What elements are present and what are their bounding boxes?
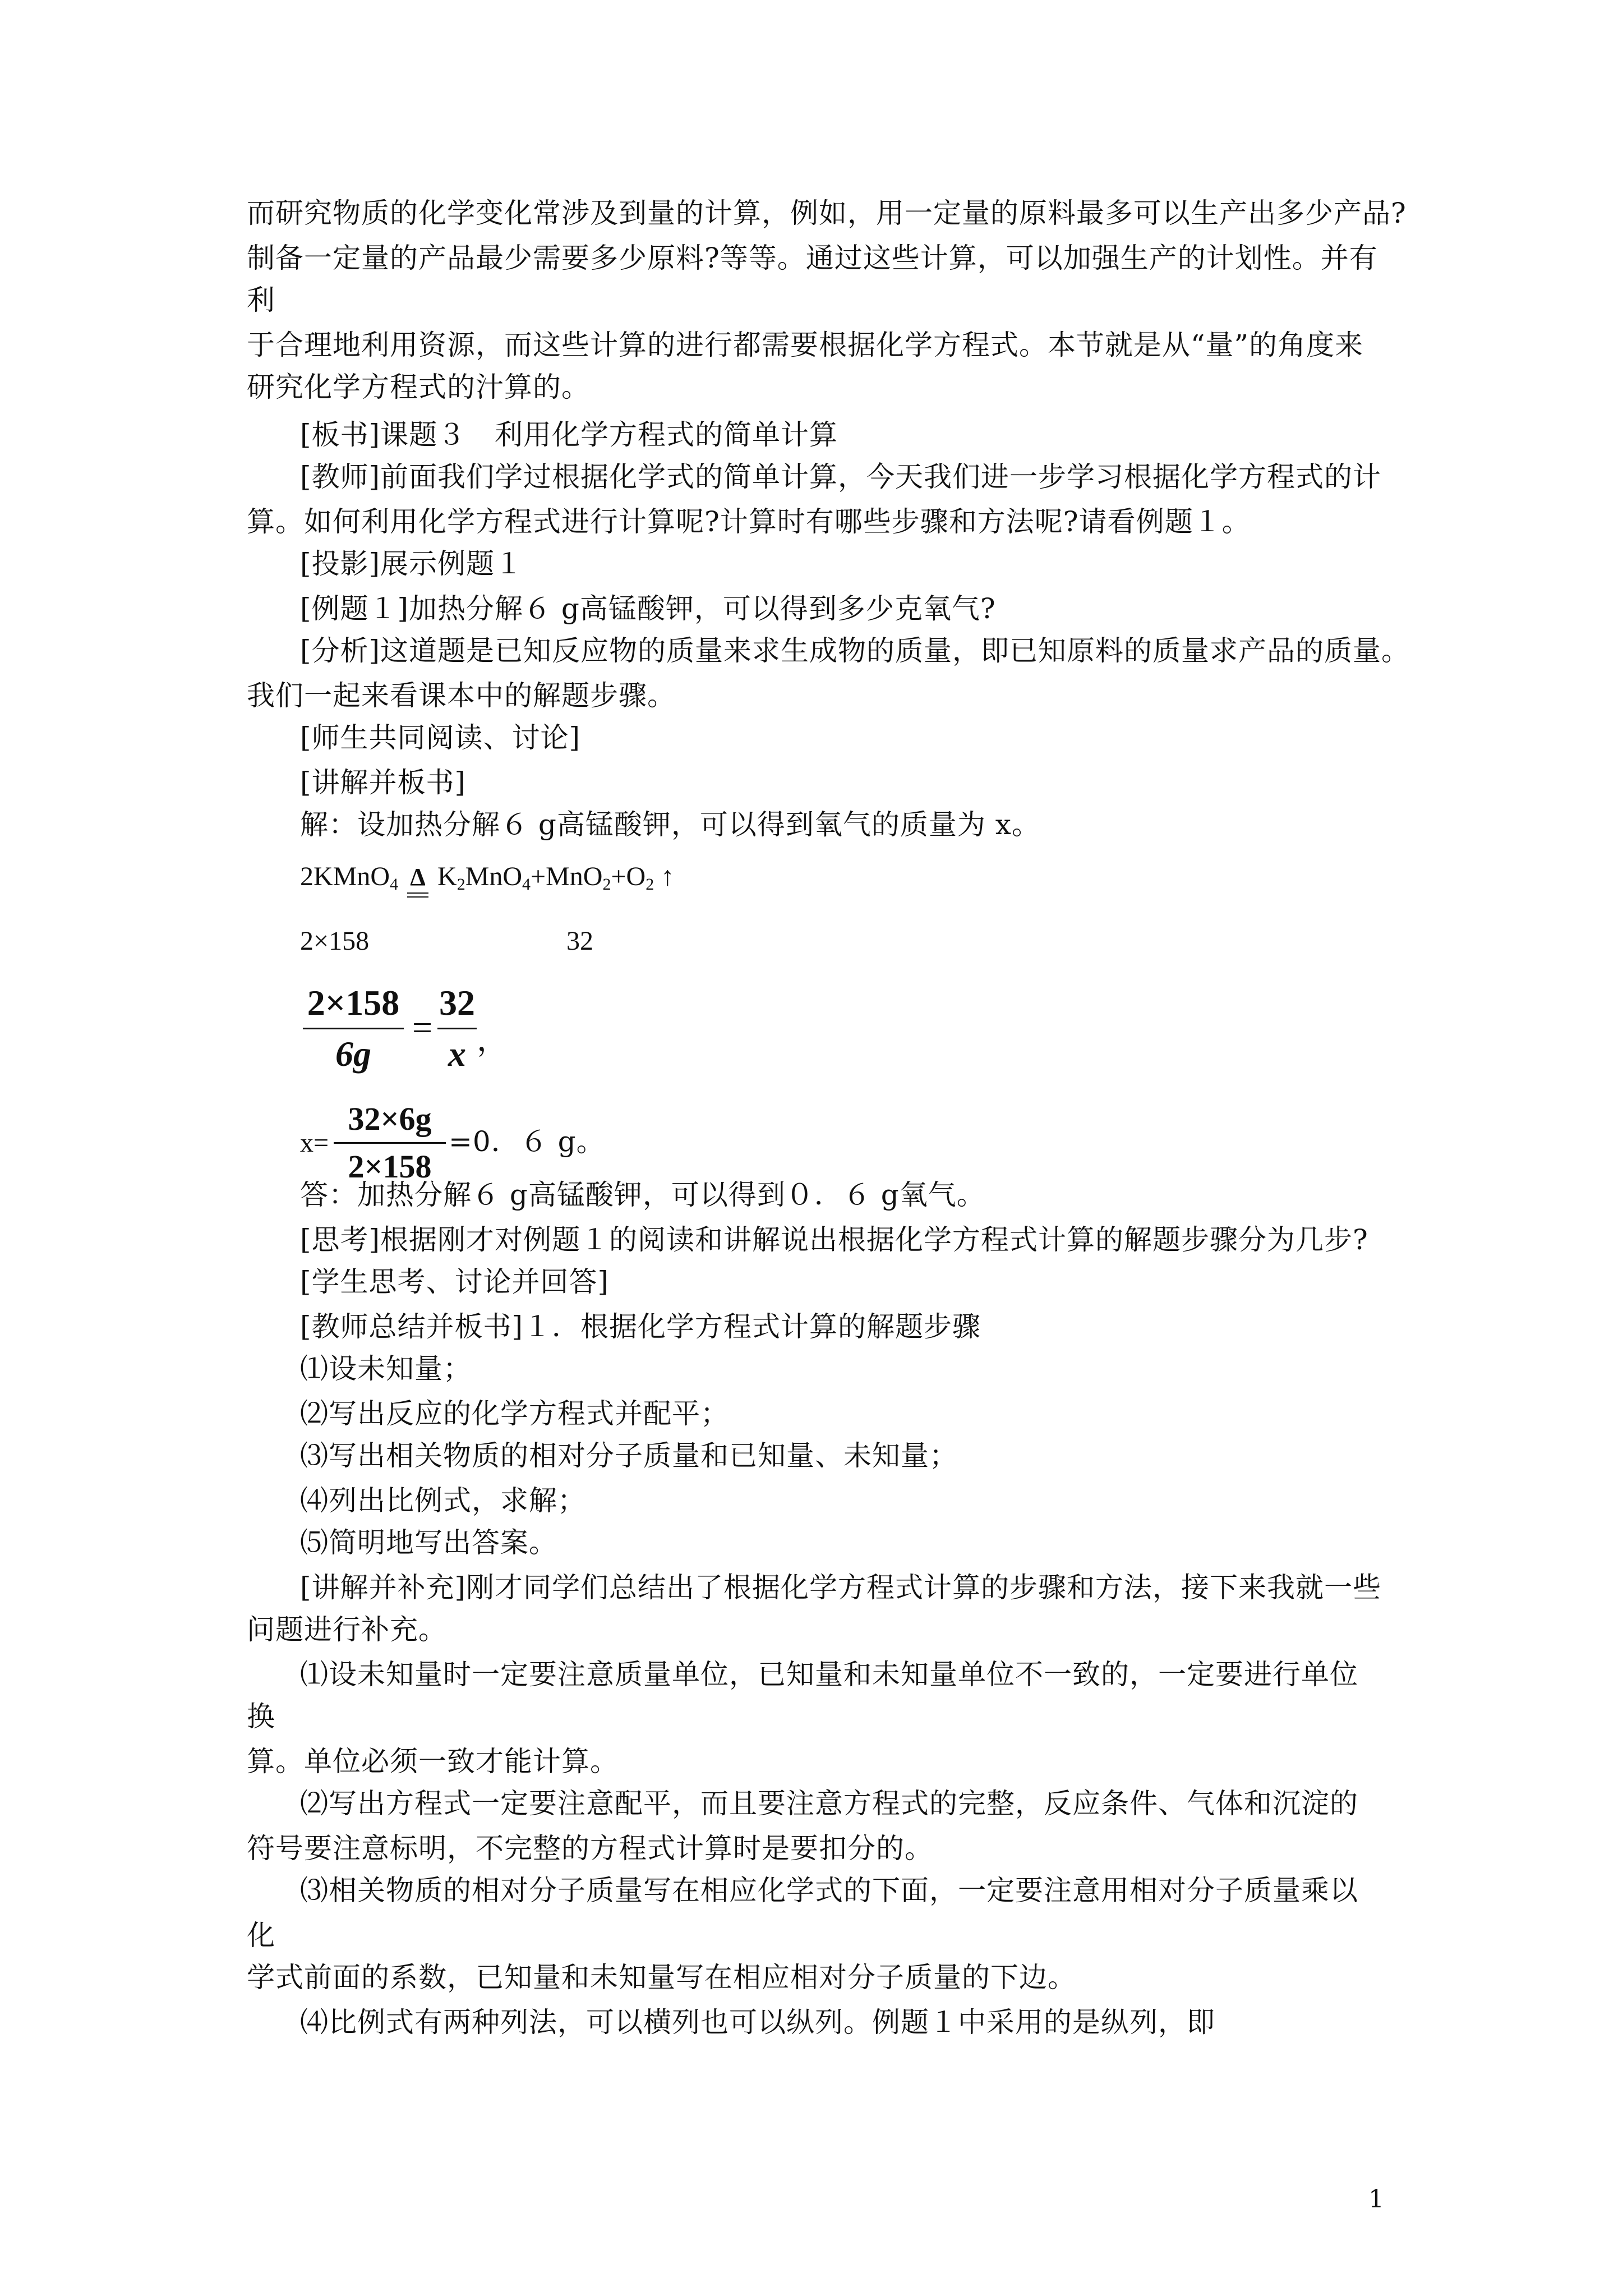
text-line: [分析]这道题是已知反应物的质量来求生成物的质量，即已知原料的质量求产品的质量。 [300, 634, 1410, 667]
text-line: 研究化学方程式的汁算的。 [247, 371, 590, 403]
relative-mass-left: 2×158 [300, 926, 370, 956]
text-line: 于合理地利用资源，而这些计算的进行都需要根据化学方程式。本节就是从“量”的角度来 [247, 329, 1364, 361]
text-line: 我们一起来看课本中的解题步骤。 [247, 679, 676, 712]
text-line: 算。如何利用化学方程式进行计算呢?计算时有哪些步骤和方法呢?请看例题１。 [247, 505, 1251, 538]
text-line: ⑶相关物质的相对分子质量写在相应化学式的下面，一定要注意用相对分子质量乘以 [300, 1874, 1358, 1907]
proportion-right-fraction: 32 x [437, 982, 477, 1075]
text-line: [教师]前面我们学过根据化学式的简单计算，今天我们进一步学习根据化学方程式的计 [300, 461, 1382, 493]
solution-prefix: x= [300, 1128, 329, 1158]
text-line: ⑷比例式有两种列法，可以横列也可以纵列。例题１中采用的是纵列，即 [300, 2006, 1215, 2039]
text-line: ⑷列出比例式，求解； [300, 1484, 586, 1517]
text-line: 问题进行补充。 [247, 1613, 447, 1646]
gas-arrow-icon: ↑ [661, 862, 675, 891]
text-line: [投影]展示例题１ [300, 547, 524, 580]
text-line: 制备一定量的产品最少需要多少原料?等等。通过这些计算，可以加强生产的计划性。并有 [247, 242, 1378, 274]
solution-fraction: 32×6g 2×158 [334, 1099, 446, 1186]
text-line: [板书]课题３ 利用化学方程式的简单计算 [300, 418, 838, 451]
text-line: 利 [247, 284, 275, 316]
text-line: [思考]根据刚才对例题１的阅读和讲解说出根据化学方程式计算的解题步骤分为几步? [300, 1223, 1368, 1256]
text-line: 学式前面的系数，已知量和未知量写在相应相对分子质量的下边。 [247, 1961, 1076, 1994]
text-line: 解：设加热分解６ g高锰酸钾，可以得到氧气的质量为 x。 [300, 808, 1040, 841]
text-line: [例题１]加热分解６ g高锰酸钾，可以得到多少克氧气? [300, 592, 996, 625]
text-line: 而研究物质的化学变化常涉及到量的计算，例如，用一定量的原料最多可以生产出多少产品? [247, 197, 1407, 229]
text-line: [讲解并板书] [300, 766, 467, 799]
text-line: 化 [247, 1919, 275, 1952]
proportion-left-fraction: 2×158 6g [303, 982, 404, 1075]
text-line: 换 [247, 1700, 275, 1733]
text-line: [教师总结并板书]１．根据化学方程式计算的解题步骤 [300, 1310, 981, 1343]
text-line: [师生共同阅读、讨论] [300, 721, 581, 754]
equation-reactant: 2KMnO [300, 862, 390, 891]
text-line: 符号要注意标明，不完整的方程式计算时是要扣分的。 [247, 1832, 933, 1865]
text-line: [讲解并补充]刚才同学们总结出了根据化学方程式计算的步骤和方法，接下来我就一些 [300, 1571, 1382, 1604]
reaction-condition-heat: Δ [405, 861, 431, 892]
text-line: ⑵写出方程式一定要注意配平，而且要注意方程式的完整，反应条件、气体和沉淀的 [300, 1787, 1358, 1820]
page-number: 1 [1368, 2185, 1384, 2214]
text-line: ⑴设未知量； [300, 1352, 472, 1385]
text-line: 答：加热分解６ g高锰酸钾，可以得到０．６ g氧气。 [300, 1179, 985, 1211]
chemical-equation: 2KMnO$_4$ Δ $K_2MnO_4+MnO_2+O_2$ ↑ [300, 861, 674, 894]
proportion-comma: ， [477, 1023, 508, 1058]
relative-mass-right: 32 [566, 926, 593, 956]
proportion-equals: = [412, 1007, 433, 1047]
text-line: ⑴设未知量时一定要注意质量单位，已知量和未知量单位不一致的，一定要进行单位 [300, 1658, 1358, 1691]
text-line: ⑸简明地写出答案。 [300, 1526, 557, 1559]
text-line: ⑶写出相关物质的相对分子质量和已知量、未知量； [300, 1439, 958, 1472]
solution-result: =0．６ g。 [449, 1125, 605, 1158]
text-line: 算。单位必须一致才能计算。 [247, 1745, 619, 1778]
text-line: [学生思考、讨论并回答] [300, 1266, 610, 1298]
text-line: ⑵写出反应的化学方程式并配平； [300, 1397, 729, 1430]
